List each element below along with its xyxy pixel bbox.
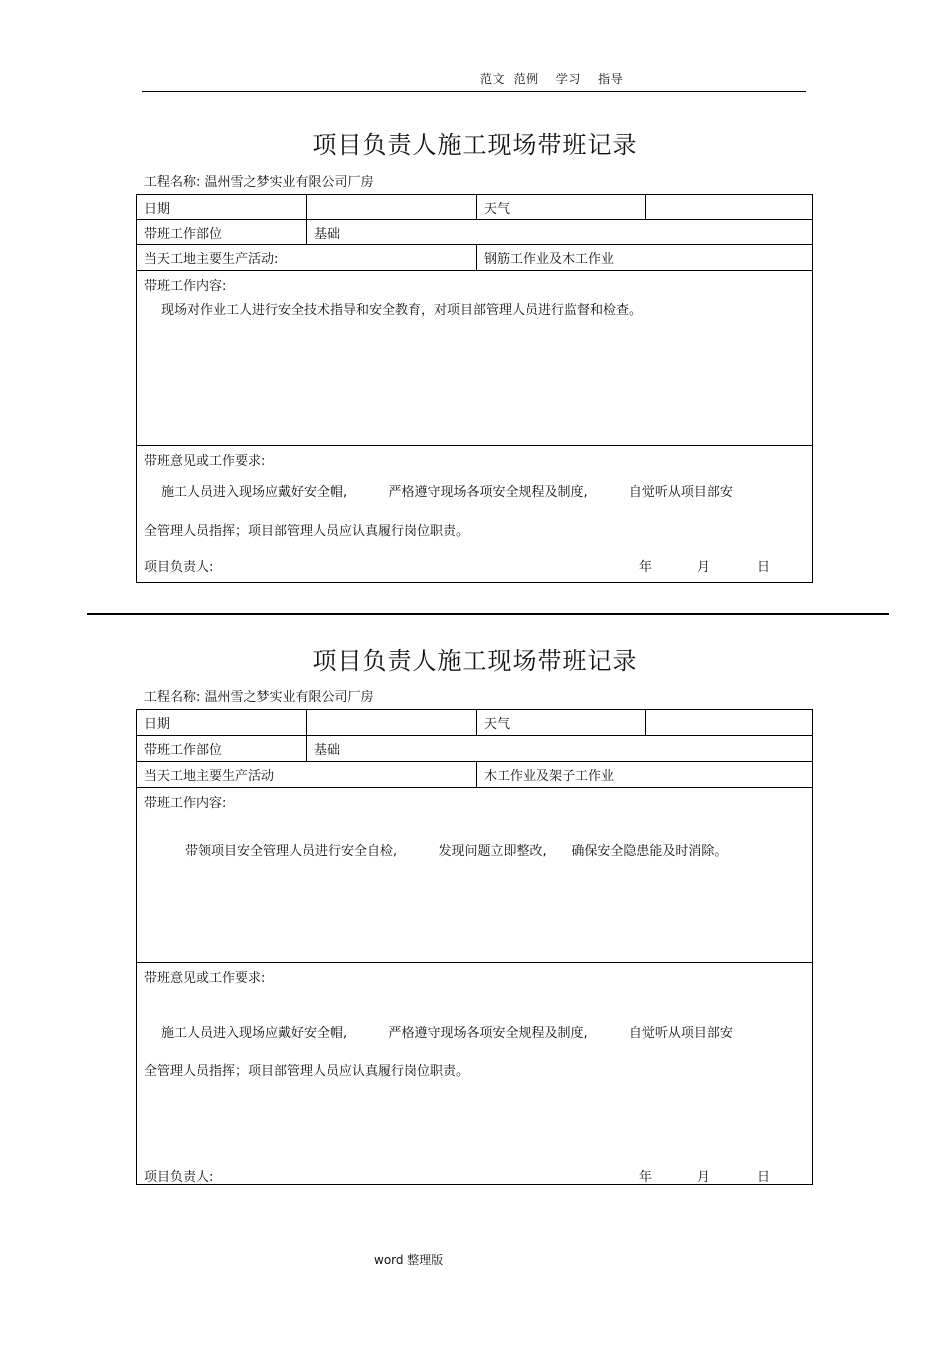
- record-2-opinion-line-2[interactable]: 全管理人员指挥；项目部管理人员应认真履行岗位职责。: [144, 1064, 470, 1079]
- record-2-opinion-block: [137, 963, 812, 1184]
- record-2-project-name: 工程名称: 温州雪之梦实业有限公司厂房: [144, 690, 374, 705]
- record-1-location-value[interactable]: 基础: [306, 220, 812, 244]
- record-2-location-value[interactable]: 基础: [306, 736, 812, 761]
- record-1-weather-value[interactable]: [645, 195, 812, 219]
- header-divider: [142, 91, 806, 92]
- record-1-date-value[interactable]: [306, 195, 476, 219]
- record-1-date-signature: [639, 556, 770, 575]
- record-1-content-text[interactable]: 现场对作业工人进行安全技术指导和安全教育，对项目部管理人员进行监督和检查。: [161, 303, 643, 318]
- record-1-row-date-weather: [137, 195, 812, 220]
- record-1-opinion-line-2[interactable]: 全管理人员指挥；项目部管理人员应认真履行岗位职责。: [144, 524, 470, 539]
- record-2-activity-value[interactable]: 木工作业及架子工作业: [476, 762, 812, 787]
- record-1-date-label: 日期: [144, 201, 171, 217]
- record-2-title: 项目负责人施工现场带班记录: [312, 647, 638, 675]
- record-1-activity-label: 当天工地主要生产活动:: [144, 252, 279, 267]
- record-2-date-label: 日期: [144, 717, 171, 732]
- record-2-weather-value[interactable]: [645, 710, 812, 735]
- page-footer-text: word 整理版: [374, 1253, 444, 1267]
- record-1-row-location: [137, 220, 812, 245]
- record-2-form: [136, 709, 813, 1185]
- record-1-signer-label: 项目负责人:: [144, 560, 214, 575]
- record-2-location-label: 带班工作部位: [144, 743, 223, 758]
- record-2-opinion-label: 带班意见或工作要求:: [144, 971, 266, 986]
- record-2-opinion-line-1[interactable]: 施工人员进入现场应戴好安全帽, 严格遵守现场各项安全规程及制度, 自觉听从项目部安: [161, 1026, 733, 1041]
- record-1-year-label: 年: [639, 560, 653, 575]
- record-2-activity-label: 当天工地主要生产活动: [144, 769, 275, 784]
- record-1-day-label: 日: [757, 560, 771, 575]
- record-2-content-block: [137, 788, 812, 963]
- record-1-content-label: 带班工作内容:: [144, 279, 227, 294]
- record-2-weather-label: 天气: [476, 710, 645, 735]
- record-1-row-activity: [137, 245, 812, 271]
- page-header-text: 范文 范例 学习 指导: [480, 72, 624, 86]
- record-1-month-label: 月: [697, 560, 711, 575]
- record-2-date-value[interactable]: [306, 710, 476, 735]
- record-1-project-name: 工程名称: 温州雪之梦实业有限公司厂房: [144, 175, 374, 190]
- record-1-activity-value[interactable]: 钢筋工作业及木工作业: [476, 245, 812, 270]
- record-1-opinion-label: 带班意见或工作要求:: [144, 454, 266, 469]
- record-1-location-label: 带班工作部位: [144, 226, 223, 242]
- record-2-content-label: 带班工作内容:: [144, 796, 227, 811]
- record-1-opinion-block: [137, 446, 812, 582]
- record-1-title: 项目负责人施工现场带班记录: [312, 131, 638, 159]
- record-2-year-label: 年: [639, 1170, 653, 1185]
- section-divider: [87, 613, 889, 615]
- record-2-month-label: 月: [697, 1170, 711, 1185]
- record-2-row-date-weather: [137, 710, 812, 736]
- record-2-row-location: [137, 736, 812, 762]
- record-2-row-activity: [137, 762, 812, 788]
- record-1-content-block: [137, 271, 812, 446]
- record-2-signer-label: 项目负责人:: [144, 1170, 214, 1185]
- record-1-form: [136, 194, 813, 583]
- record-1-weather-label: 天气: [476, 195, 645, 219]
- record-2-date-signature: [639, 1166, 770, 1185]
- record-1-opinion-line-1[interactable]: 施工人员进入现场应戴好安全帽, 严格遵守现场各项安全规程及制度, 自觉听从项目部安: [161, 485, 733, 500]
- record-2-day-label: 日: [757, 1170, 771, 1185]
- record-2-content-text[interactable]: 带领项目安全管理人员进行安全自检, 发现问题立即整改, 确保安全隐患能及时消除。: [185, 844, 728, 859]
